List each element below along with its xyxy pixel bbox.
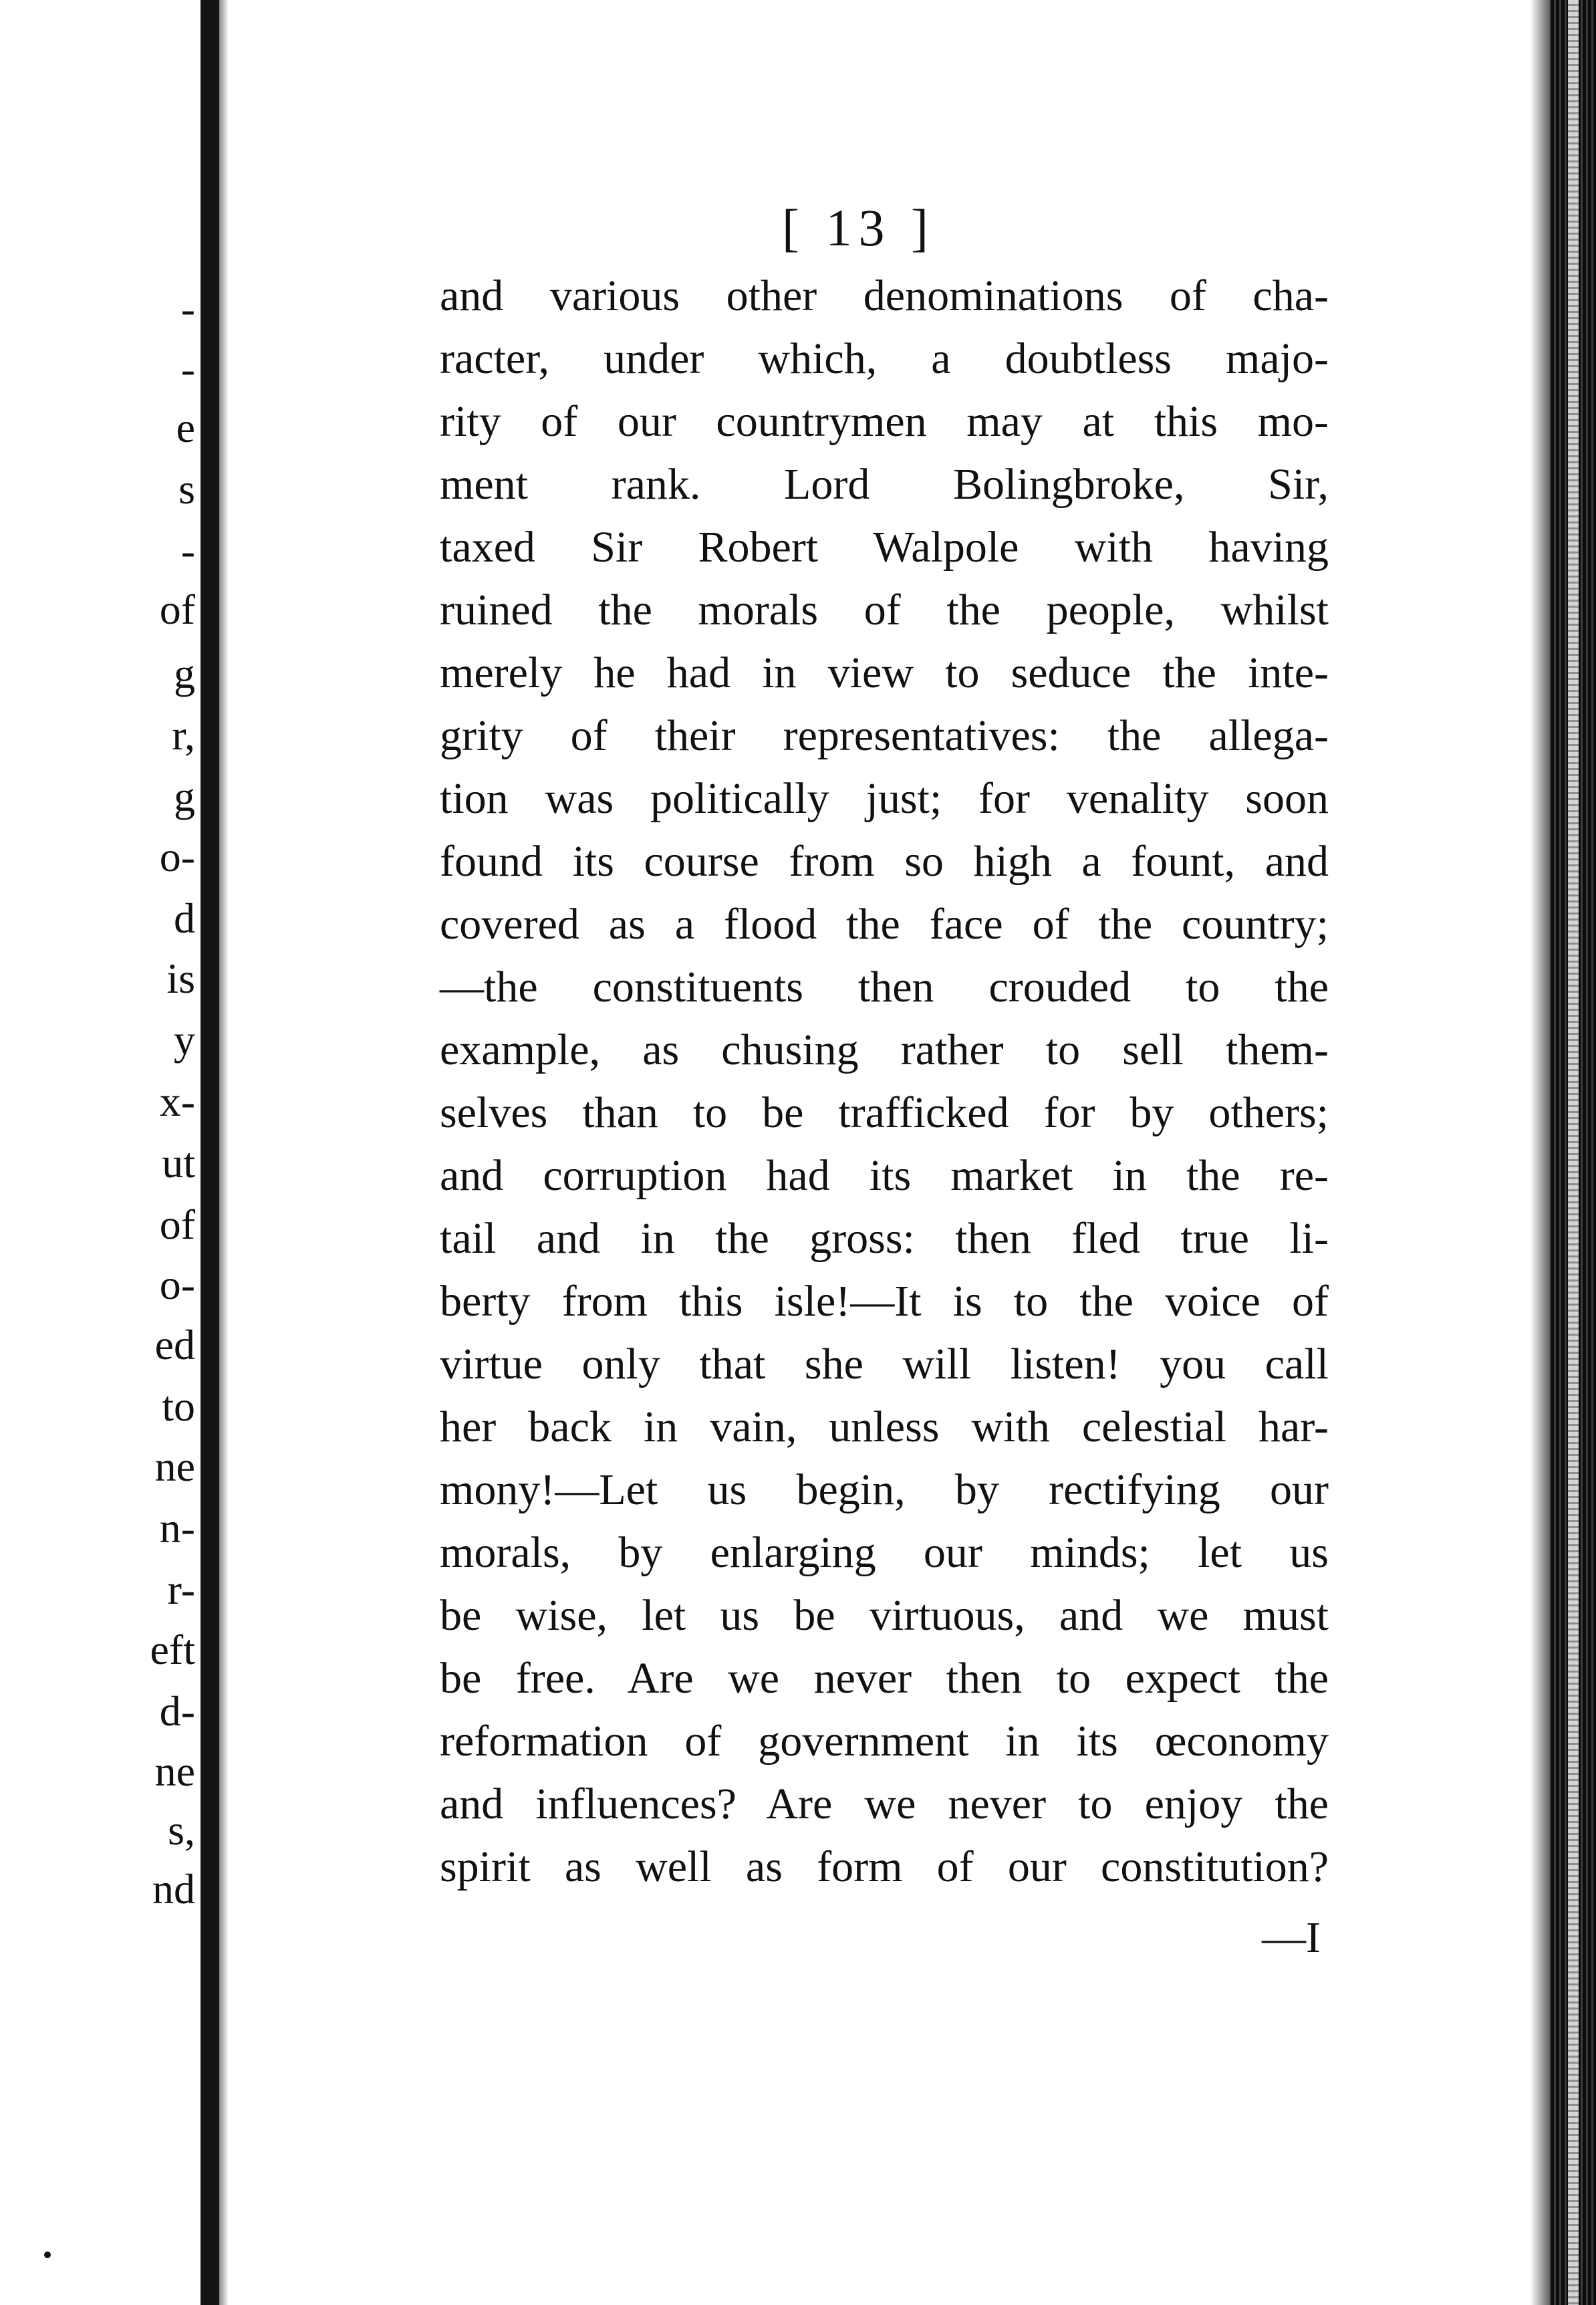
facing-page-fragment: n- <box>159 1504 195 1552</box>
page-edge-shadow <box>1531 0 1551 2305</box>
ink-speck <box>44 2252 51 2258</box>
text-line: ruined the morals of the people, whilst <box>440 586 1329 634</box>
facing-page-fragment: x- <box>159 1078 195 1125</box>
facing-page-fragment: d- <box>159 1687 195 1735</box>
facing-page-fragment: ed <box>154 1321 195 1368</box>
facing-page-fragment: of <box>159 1201 195 1248</box>
facing-page-fragment: y <box>174 1016 195 1064</box>
page-number: [ 13 ] <box>782 199 935 257</box>
facing-page-fragment: g <box>174 773 195 820</box>
text-line: rity of our countrymen may at this mo- <box>440 397 1329 446</box>
text-line: her back in vain, unless with celestial har- <box>440 1403 1329 1451</box>
text-line: tail and in the gross: then fled true li- <box>440 1214 1329 1263</box>
text-line: mony!—Let us begin, by rectifying our <box>440 1465 1329 1514</box>
text-line: be free. Are we never then to expect the <box>440 1654 1329 1703</box>
text-line: racter, under which, a doubtless majo- <box>440 334 1329 383</box>
facing-page-fragment: o- <box>159 833 195 880</box>
text-line: and various other denominations of cha- <box>440 271 1329 320</box>
catchword: —I <box>1262 1913 1321 1962</box>
text-line: found its course from so high a fount, and <box>440 837 1329 886</box>
facing-page-fragment: of <box>159 586 195 633</box>
facing-page-fragment: s, <box>168 1806 195 1854</box>
text-line: covered as a flood the face of the country; <box>440 900 1329 949</box>
text-line: grity of their representatives: the allega- <box>440 711 1329 760</box>
facing-page-fragment: o- <box>159 1261 195 1308</box>
facing-page-fragment: ut <box>162 1139 195 1187</box>
facing-page-fragment: is <box>166 955 195 1002</box>
facing-page-fragment: r, <box>172 711 195 759</box>
text-line: selves than to be trafficked for by others; <box>440 1088 1329 1137</box>
text-line: ment rank. Lord Bolingbroke, Sir, <box>440 460 1329 509</box>
facing-page-fragment: eft <box>150 1626 195 1673</box>
facing-page-fragment: d <box>174 894 195 942</box>
text-line: and influences? Are we never to enjoy the <box>440 1780 1329 1828</box>
text-line: taxed Sir Robert Walpole with having <box>440 523 1329 572</box>
text-line: virtue only that she will listen! you call <box>440 1340 1329 1388</box>
text-line: berty from this isle!—It is to the voice of <box>440 1277 1329 1326</box>
facing-page-fragment: s <box>178 465 195 513</box>
facing-page-fragment: - <box>180 527 195 574</box>
facing-page-fragment: g <box>174 650 195 697</box>
page-edges-stack <box>1568 0 1579 2305</box>
text-line: be wise, let us be virtuous, and we must <box>440 1591 1329 1640</box>
facing-page-fragment: ne <box>154 1747 195 1795</box>
text-line: reformation of government in its œconomy <box>440 1717 1329 1766</box>
book-gutter <box>201 0 219 2305</box>
facing-page-fragment: ne <box>154 1443 195 1490</box>
facing-page-fragment: r- <box>167 1566 195 1613</box>
gutter-shadow <box>219 0 229 2305</box>
facing-page-fragment: - <box>180 345 195 392</box>
text-line: —the constituents then crouded to the <box>440 963 1329 1011</box>
text-line: and corruption had its market in the re- <box>440 1151 1329 1200</box>
text-line: spirit as well as form of our constitution? <box>440 1842 1329 1891</box>
text-line: example, as chusing rather to sell them- <box>440 1025 1329 1074</box>
facing-page-fragment: e <box>176 404 195 451</box>
text-line: morals, by enlarging our minds; let us <box>440 1528 1329 1577</box>
facing-page-margin <box>0 0 201 2305</box>
facing-page-fragment: - <box>180 285 195 332</box>
text-line: merely he had in view to seduce the inte- <box>440 648 1329 697</box>
facing-page-fragment: nd <box>152 1865 195 1913</box>
facing-page-fragment: to <box>162 1382 195 1430</box>
text-line: tion was politically just; for venality soon <box>440 774 1329 823</box>
